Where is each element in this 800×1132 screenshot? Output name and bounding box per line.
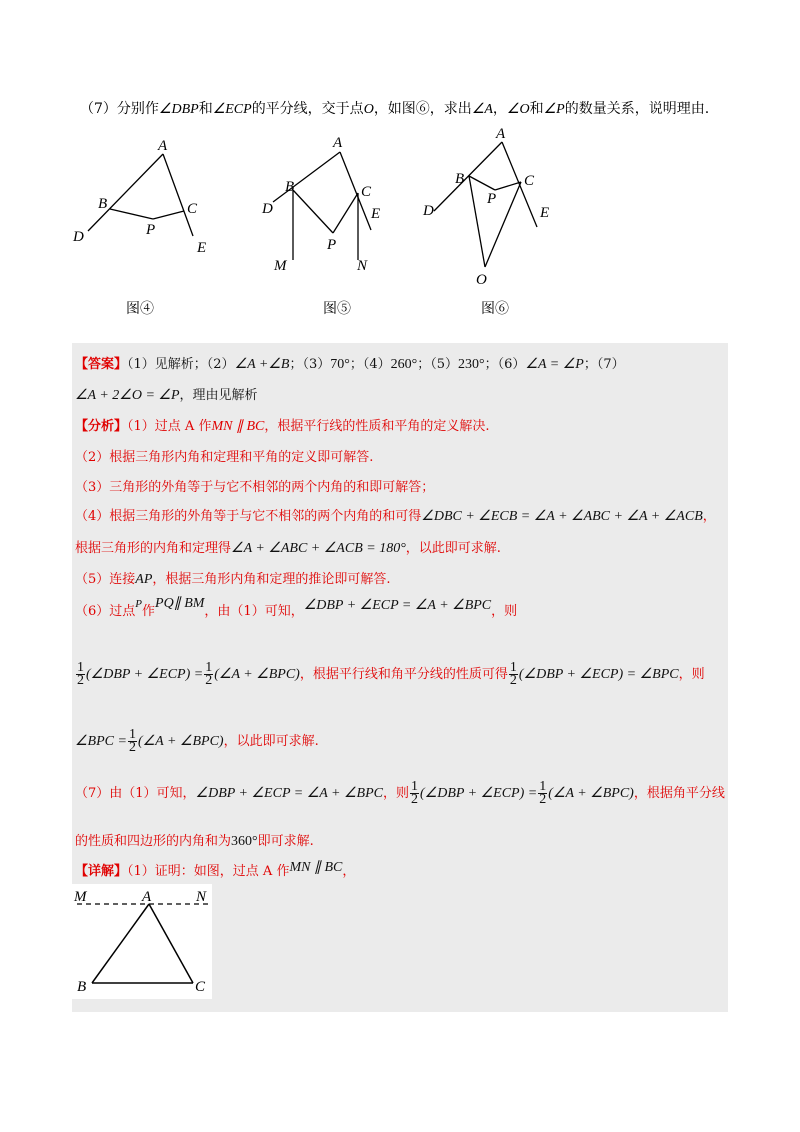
question-7: （7）分别作∠DBP和∠ECP的平分线，交于点O，如图⑥，求出∠A，∠O和∠P的数量关系，说明理由. [80, 101, 710, 117]
analysis-line-8: $\frac{1}{2}$ (∠DBP + ∠ECP) = $\frac{1}{2}$ (∠A + ∠BPC)，根据平行线和角平分线的性质可得 $\frac{1}{2}$ (∠DBP + ∠ECP) = ∠BPC，则 [77, 660, 705, 688]
fig6-label-C: C [524, 173, 535, 189]
analysis-line-7: （6）过点$^P$作PQ∥ BM，由（1）可知，∠DBP + ∠ECP = ∠A + ∠BPC，则 [75, 596, 518, 619]
fig5-label-M: M [274, 258, 287, 274]
analysis-line-10: （7）由（1）可知，∠DBP + ∠ECP = ∠A + ∠BPC，则 $\frac{1}{2}$ (∠DBP + ∠ECP) = $\frac{1}{2}$ (∠A + ∠BPC)，根据角平分线 [75, 779, 725, 807]
fig4-label-C: C [187, 201, 198, 217]
fig4-label-A: A [158, 138, 168, 154]
geometry-figures [0, 120, 800, 325]
detail-tag: 【详解】 [75, 864, 128, 879]
fraction-half: $\frac{1}{2}$ [128, 727, 136, 755]
fraction-half: $\frac{1}{2}$ [77, 660, 84, 688]
fig5-label-N: N [357, 258, 368, 274]
detail-label-B: B [77, 979, 87, 995]
fig4-label-D: D [73, 229, 84, 245]
fraction-half: $\frac{1}{2}$ [205, 660, 213, 688]
analysis-line-1: 【分析】（1）过点 A 作MN ∥ BC，根据平行线的性质和平角的定义解决. [75, 419, 490, 434]
detail-label-N: N [196, 889, 207, 905]
answer-line-2: ∠A + 2∠O = ∠P，理由见解析 [75, 388, 258, 403]
fig6-label-P: P [487, 191, 497, 207]
fig5-label-C: C [361, 184, 372, 200]
fraction-half: $\frac{1}{2}$ [411, 779, 418, 807]
answer-line-1: 【答案】（1）见解析；（2）∠A +∠B；（3）70°；（4）260°；（5）230°；（6）∠A = ∠P；（7） [75, 357, 625, 372]
detail-label-A: A [142, 889, 152, 905]
fig5-label-D: D [262, 201, 273, 217]
detail-triangle-figure [72, 884, 212, 999]
fig5-label-B: B [285, 179, 295, 195]
analysis-line-2: （2）根据三角形内角和定理和平角的定义即可解答. [75, 450, 374, 465]
detail-line-1: 【详解】（1）证明：如图，过点 A 作MN ∥ BC， [75, 860, 356, 879]
analysis-line-3: （3）三角形的外角等于与它不相邻的两个内角的和即可解答； [75, 480, 435, 495]
fig5-label-A: A [333, 135, 343, 151]
fig4-label-E: E [197, 240, 207, 256]
analysis-line-4: （4）根据三角形的外角等于与它不相邻的两个内角的和可得∠DBC + ∠ECB = ∠A + ∠ABC + ∠A + ∠ACB， [75, 509, 716, 524]
fig5-label-E: E [371, 206, 381, 222]
answer-tag: 【答案】 [75, 357, 128, 372]
fig6-label-A: A [496, 126, 506, 142]
fig6-caption: 图⑥ [481, 301, 509, 317]
fig4-label-B: B [98, 196, 108, 212]
analysis-line-11: 的性质和四边形的内角和为360°即可求解. [75, 834, 314, 849]
fig6-label-O: O [476, 272, 487, 288]
fig4-label-P: P [146, 222, 156, 238]
analysis-line-9: ∠BPC = $\frac{1}{2}$ (∠A + ∠BPC)，以此即可求解. [75, 727, 319, 755]
fig6-label-D: D [423, 203, 434, 219]
fig6-label-E: E [540, 205, 550, 221]
q7-num: （7） [80, 101, 117, 117]
fig6-label-B: B [455, 171, 465, 187]
analysis-line-5: 根据三角形的内角和定理得∠A + ∠ABC + ∠ACB = 180°，以此即可求解. [75, 541, 501, 556]
fraction-half: $\frac{1}{2}$ [509, 660, 517, 688]
detail-label-C: C [195, 979, 206, 995]
fig5-caption: 图⑤ [323, 301, 351, 317]
analysis-line-6: （5）连接AP，根据三角形内角和定理的推论即可解答. [75, 572, 391, 587]
fig5-label-P: P [327, 237, 337, 253]
analysis-tag: 【分析】 [75, 419, 128, 434]
detail-label-M: M [74, 889, 87, 905]
fig4-caption: 图④ [126, 301, 154, 317]
fraction-half: $\frac{1}{2}$ [539, 779, 547, 807]
